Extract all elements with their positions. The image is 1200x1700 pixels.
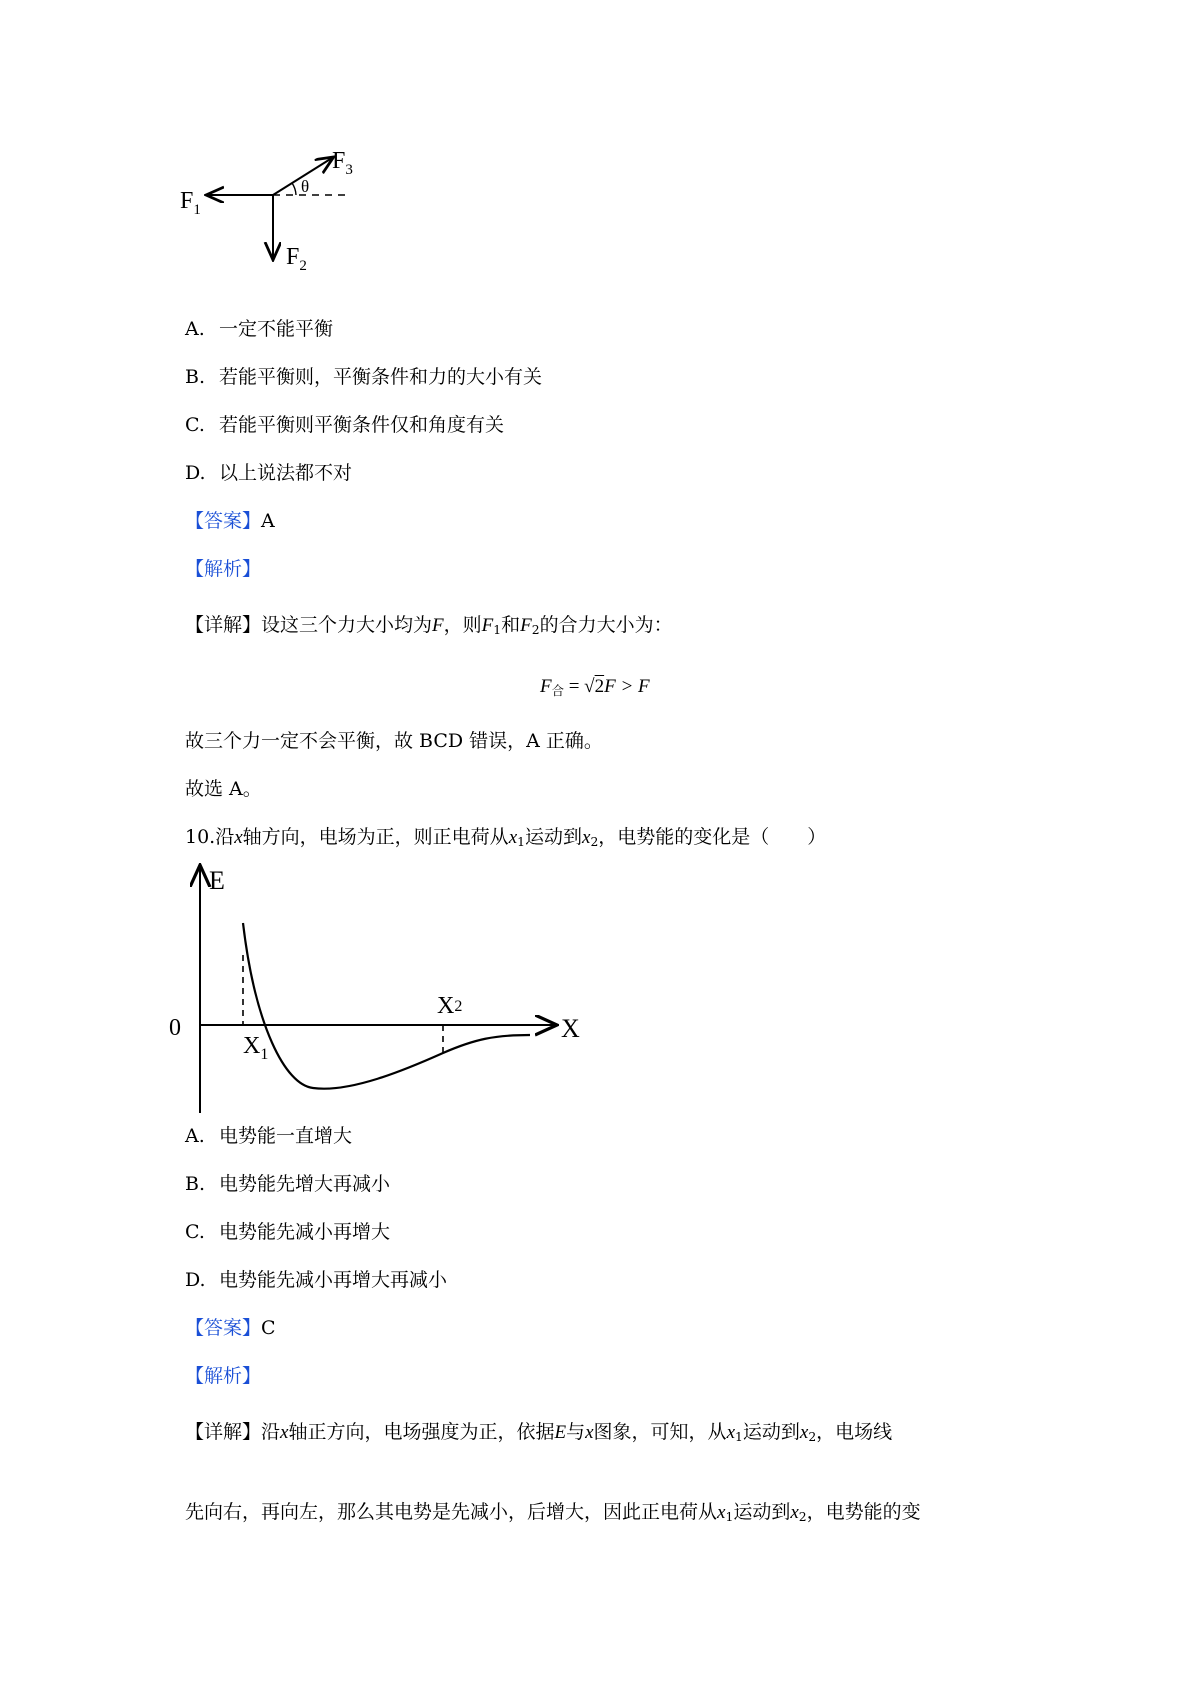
q10-option-b: B. 电势能先增大再减小 [185, 1173, 391, 1195]
q9-option-a: A. 一定不能平衡 [185, 318, 334, 340]
e-curve [243, 923, 530, 1089]
origin-label: 0 [169, 1015, 181, 1041]
q10-answer: 【答案】C [185, 1317, 276, 1339]
q9-conclusion: 故三个力一定不会平衡，故 BCD 错误，A 正确。 [185, 730, 603, 752]
q10-analysis-tag: 【解析】 [185, 1365, 262, 1387]
q10-detail-line1: 【详解】沿x轴正方向，电场强度为正，依据E与x图象，可知，从$x_1$运动到$x_2$，电场线 [185, 1421, 893, 1445]
q9-formula: $F_合 = √2F > F$ [540, 676, 650, 699]
y-axis-label: E [209, 866, 225, 895]
x1-label: $X_1$ [243, 1033, 269, 1063]
q9-option-c: C. 若能平衡则平衡条件仅和角度有关 [185, 414, 505, 436]
q9-choice: 故选 A。 [185, 778, 262, 800]
x2-label: X2 [437, 993, 463, 1019]
f3-label: $F_3$ [332, 148, 353, 178]
q9-analysis-tag: 【解析】 [185, 558, 262, 580]
q9-option-d: D. 以上说法都不对 [185, 462, 353, 484]
q10-option-a: A. 电势能一直增大 [185, 1125, 353, 1147]
q10-option-c: C. 电势能先减小再增大 [185, 1221, 391, 1243]
theta-label: θ [301, 177, 310, 196]
theta-arc [292, 183, 296, 195]
q9-detail: 【详解】设这三个力大小均为F，则$F_1$和$F_2$的合力大小为： [185, 614, 673, 638]
e-x-graph [169, 855, 595, 1115]
q10-detail-line2: 先向右，再向左，那么其电势是先减小，后增大，因此正电荷从$x_1$运动到$x_2$，电势能的变 [185, 1501, 921, 1525]
q10-option-d: D. 电势能先减小再增大再减小 [185, 1269, 448, 1291]
x-axis-label: X [561, 1014, 580, 1043]
force-diagram [170, 140, 370, 280]
f1-label: $F_1$ [180, 188, 201, 218]
q10-stem: 10.沿x轴方向，电场为正，则正电荷从$x_1$运动到$x_2$，电势能的变化是（ ） [185, 826, 827, 850]
q9-option-b: B. 若能平衡则，平衡条件和力的大小有关 [185, 366, 543, 388]
q9-answer: 【答案】A [185, 510, 275, 532]
f2-label: $F_2$ [286, 244, 307, 274]
